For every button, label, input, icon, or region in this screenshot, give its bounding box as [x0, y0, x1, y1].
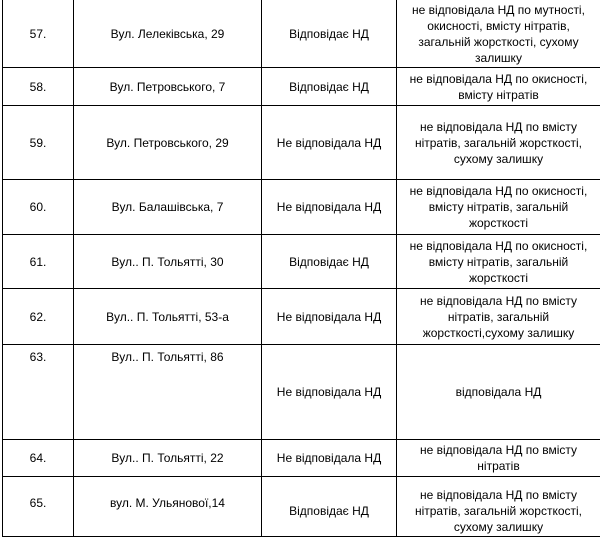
- status-text: Не відповідала НД: [262, 384, 396, 400]
- note-cell: [397, 477, 600, 537]
- status-cell: [262, 106, 397, 180]
- status-cell: [262, 68, 397, 106]
- note-text: не відповідала НД по мутності, окисності, вмісту нітратів, загальній жорсткості, сухому залишку: [397, 2, 600, 66]
- address-cell: Вул.. П. Тольятті, 53-а: [74, 289, 262, 345]
- note-text: не відповідала НД по окисності, вмісту нітратів, загальній жорсткості: [397, 183, 600, 231]
- row-number: 57.: [3, 0, 74, 68]
- note-text: не відповідала НД по окисності, вмісту нітратів: [397, 71, 600, 103]
- status-cell: [262, 235, 397, 289]
- table-row: [3, 235, 600, 289]
- row-number: 63.: [3, 345, 74, 440]
- table-row: [3, 106, 600, 180]
- row-number: 58.: [3, 68, 74, 106]
- address-cell: Вул. Балашівська, 7: [74, 180, 262, 235]
- address-cell: вул. М. Ульянової,14: [74, 477, 262, 537]
- row-number: 65.: [3, 477, 74, 537]
- note-text: не відповідала НД по вмісту нітратів: [397, 442, 600, 474]
- note-text: не відповідала НД по вмісту нітратів, загальній жорсткості, сухому залишку: [397, 487, 600, 535]
- status-text: Не відповідала НД: [262, 199, 396, 215]
- status-cell: [262, 345, 397, 440]
- status-cell: [262, 477, 397, 537]
- status-text: Не відповідала НД: [262, 450, 396, 466]
- note-cell: [397, 440, 600, 477]
- address-cell: Вул.. П. Тольятті, 22: [74, 440, 262, 477]
- row-number: 60.: [3, 180, 74, 235]
- note-text: відповідала НД: [397, 384, 600, 400]
- note-cell: [397, 106, 600, 180]
- status-cell: [262, 180, 397, 235]
- note-cell: [397, 68, 600, 106]
- row-number: 62.: [3, 289, 74, 345]
- table-row: [3, 180, 600, 235]
- address-cell: Вул. Петровського, 7: [74, 68, 262, 106]
- address-cell: Вул. Лелеківська, 29: [74, 0, 262, 68]
- note-cell: [397, 289, 600, 345]
- note-text: не відповідала НД по окисності, вмісту нітратів, загальній жорсткості: [397, 238, 600, 286]
- water-quality-table: [2, 0, 600, 537]
- note-cell: [397, 180, 600, 235]
- table-row: [3, 440, 600, 477]
- table-row: [3, 68, 600, 106]
- note-text: не відповідала НД по вмісту нітратів, загальній жорсткості, сухому залишку: [397, 119, 600, 167]
- address-cell: Вул. Петровського, 29: [74, 106, 262, 180]
- note-text: не відповідала НД по вмісту нітратів, загальній жорсткості,сухому залишку: [397, 293, 600, 341]
- address-cell: Вул.. П. Тольятті, 30: [74, 235, 262, 289]
- status-text: Не відповідала НД: [262, 309, 396, 325]
- status-text: Відповідає НД: [262, 503, 396, 519]
- status-text: Відповідає НД: [262, 254, 396, 270]
- row-number: 61.: [3, 235, 74, 289]
- note-cell: [397, 345, 600, 440]
- address-cell: Вул.. П. Тольятті, 86: [74, 345, 262, 440]
- note-cell: [397, 0, 600, 68]
- status-text: Відповідає НД: [262, 79, 396, 95]
- status-cell: [262, 289, 397, 345]
- status-text: Відповідає НД: [262, 26, 396, 42]
- table-row: [3, 289, 600, 345]
- table-row: [3, 345, 600, 440]
- status-cell: [262, 440, 397, 477]
- status-cell: [262, 0, 397, 68]
- row-number: 59.: [3, 106, 74, 180]
- status-text: Не відповідала НД: [262, 135, 396, 151]
- table-row: [3, 477, 600, 537]
- row-number: 64.: [3, 440, 74, 477]
- table-row: [3, 0, 600, 68]
- note-cell: [397, 235, 600, 289]
